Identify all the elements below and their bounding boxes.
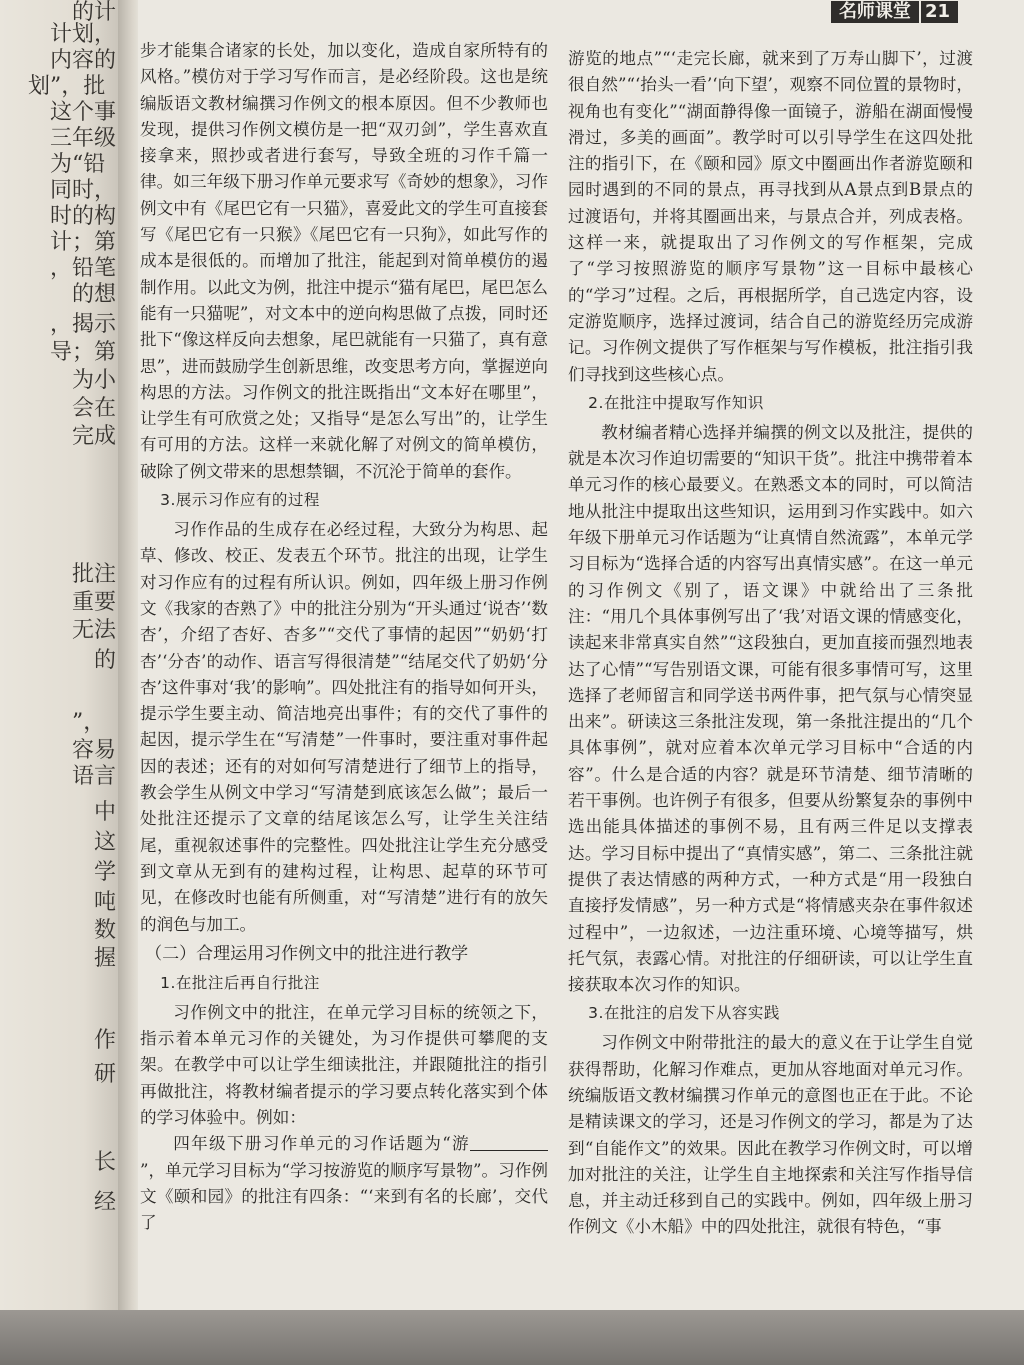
section-heading: 3.在批注的启发下从容实践 [588,1004,780,1023]
facing-page-text-fragment: 容易 [72,738,117,763]
facing-page-text-fragment: ”， [72,710,106,735]
facing-page-text-fragment: 完成 [72,424,117,449]
book-page [138,0,1024,1320]
facing-page-text-fragment: 数 [94,918,117,943]
facing-page-text-fragment: 学 [94,860,117,885]
facing-page-text-fragment: 三年级 [50,126,117,151]
facing-page-text-fragment: 吨 [94,890,117,915]
bottom-shadow [0,1310,1024,1365]
paragraph-text: 四年级下册习作单元的习作话题为“游 [173,1134,470,1154]
facing-page-text-fragment: 会在 [72,396,117,421]
facing-page-edge [0,0,120,1310]
paragraph-text: ”，单元学习目标为“学习按游览的顺序写景物”。习作例文《颐和园》的批注有四条：“‘来到有名的长廊’，交代了 [140,1160,548,1233]
facing-page-text-fragment: 划”，批 [28,74,106,99]
facing-page-text-fragment: ，揭示 [50,312,117,337]
book-gutter [118,0,140,1320]
paragraph: 游览的地点”“‘走完长廊，就来到了万寿山脚下’，过渡很自然”“‘抬头一看’‘向下望’，观察不同位置的景物时，视角也有变化”“湖面静得像一面镜子，游船在湖面慢慢滑过，多美的画面”。教学时可以引导学生在这四处批注的指引下，在《颐和园》原文中圈画出作者游览颐和园时遇到的不同的景点，再寻找到从A景点到B景点的过渡语句，并将其圈画出来，与景点合并，列成表格。这样一来，就提取出了习作例文的写作框架，完成了“学习按照游览的顺序写景物”这一目标中最核心的“学习”过程。之后，再根据所学，自己选定内容，设定游览顺序，选择过渡词，结合自己的游览经历完成游记。习作例文提供了写作框架与写作模板，批注指引我们寻找到这些核心点。 [568,49,973,384]
fill-in-blank [470,1134,548,1151]
paragraph: 步才能集合诸家的长处，加以变化，造成自家所特有的风格。”模仿对于学习写作而言，是必经阶段。这也是统编版语文教材编撰习作例文的根本原因。但不少教师也发现，提供习作例文模仿是一把“双刃剑”，学生喜欢直接拿来，照抄或者进行套写，导致全班的习作千篇一律。如三年级下册习作单元要求写《奇妙的想象》，习作例文中有《尾巴它有一只猫》，喜爱此文的学生可直接套写《尾巴它有一只猴》《尾巴它有一只狗》，如此写作的成本是很低的。而增加了批注，能起到对简单模仿的遏制作用。以此文为例，批注中提示“猫有尾巴，尾巴怎么能有一只猫呢”，对文本中的逆向构思做了点拨，同时还批下“像这样反向去想象，尾巴就能有一只猫了，真有意思”，进而鼓励学生创新思维，改变思考方向，掌握逆向构思的方法。习作例文的批注既指出“文本好在哪里”，让学生有可欣赏之处；又指导“是怎么写出”的，让学生有可用的方法。这样一来就化解了对例文的简单模仿，破除了例文带来的思想禁锢，不沉沦于简单的套作。 [140,41,548,481]
facing-page-text-fragment: 的想 [72,282,117,307]
facing-page-text-fragment: 中 [94,800,117,825]
paragraph: 教材编者精心选择并编撰的例文以及批注，提供的就是本次习作迫切需要的“知识干货”。批注中携带着本单元习作的核心最要义。在熟悉文本的同时，可以简洁地从批注中提取出这些知识，运用到习作实践中。如六年级下册单元习作话题为“让真情自然流露”，本单元学习目标为“选择合适的内容写出真情实感”。在这一单元的习作例文《别了，语文课》中就给出了三条批注：“用几个具体事例写出了‘我’对语文课的情感变化，读起来非常真实自然”“这段独白，更加直接而强烈地表达了心情”“写告别语文课，可能有很多事情可写，这里选择了老师留言和同学送书两件事，把气氛与心情突显出来”。研读这三条批注发现，第一条批注提出的“几个具体事例”，就对应着本次单元学习目标中“合适的内容”。什么是合适的内容？就是环节清楚、细节清晰的若干事例。也许例子有很多，但要从纷繁复杂的事例中选出能具体描述的事例不易，且有两三件足以支撑表达。学习目标中提出了“真情实感”，第二、三条批注就提供了表达情感的两种方式，一种方式是“用一段独白直接抒发情感”，另一种方式是“将情感夹杂在事件叙述过程中”，一边叙述，一边注重环境、心境等描写，烘托气氛，表露心情。对批注的仔细研读，可以让学生直接获取本次习作的知识。 [568,422,973,995]
left-text-column [140,38,548,1236]
right-text-column [568,46,973,1241]
section-heading: 2.在批注中提取写作知识 [588,393,764,412]
facing-page-text-fragment: 批注 [72,562,117,587]
section-heading: 3.展示习作应有的过程 [160,491,320,510]
facing-page-text-fragment: 这 [94,830,117,855]
facing-page-text-fragment: ，铅笔 [50,256,117,281]
facing-page-text-fragment: 长 [94,1150,117,1175]
running-header [728,0,958,24]
facing-page-text-fragment: 作 [94,1028,117,1053]
facing-page-text-fragment: 经 [94,1190,117,1215]
section-heading: 1.在批注后再自行批注 [160,973,320,992]
page-number: 21 [921,1,958,23]
facing-page-text-fragment: 的 [94,648,117,673]
facing-page-text-fragment: 的计 [72,0,117,25]
facing-page-text-fragment: 研 [94,1062,117,1087]
facing-page-text-fragment: 计划， [50,22,117,47]
facing-page-text-fragment: 为“铅 [50,152,106,177]
facing-page-text-fragment: 语言 [72,764,117,789]
paragraph: 习作作品的生成存在必经过程，大致分为构思、起草、修改、校正、发表五个环节。批注的出现，让学生对习作应有的过程有所认识。例如，四年级上册习作例文《我家的杏熟了》中的批注分别为“开头通过‘说杏’‘数杏’，介绍了杏好、杏多”“交代了事情的起因”“奶奶‘打杏’‘分杏’的动作、语言写得很清楚”“结尾交代了奶奶‘分杏’这件事对‘我’的影响”。四处批注有的指导如何开头，提示学生要主动、简洁地亮出事件；有的交代了事件的起因，提示学生在“写清楚”一件事时，要注重对事件起因的表述；还有的对如何写清楚进行了细节上的指导，教会学生从例文中学习“写清楚到底该怎么做”；最后一处批注还提示了文章的结尾该怎么写，让学生关注结尾，重视叙述事件的完整性。四处批注让学生充分感受到文章从无到有的建构过程，让构思、起草的环节可见，在修改时也能有所侧重，对“写清楚”进行有的放矢的润色与加工。 [140,520,548,934]
facing-page-text-fragment: 时的构 [50,204,117,229]
facing-page-text-fragment: 同时， [50,178,117,203]
paragraph: 习作例文中附带批注的最大的意义在于让学生自觉获得帮助，化解习作难点，更加从容地面对单元习作。统编版语文教材编撰习作单元的意图也正在于此。不论是精读课文的学习，还是习作例文的学习，都是为了达到“自能作文”的效果。因此在教学习作例文时，可以增加对批注的关注，让学生自主地探索和关注写作指导信息，并主动迁移到自己的实践中。例如，四年级上册习作例文《小木船》中的四处批注，就很有特色，“事 [568,1033,973,1237]
facing-page-text-fragment: 计；第 [50,230,117,255]
facing-page-text-fragment: 内容的 [50,48,117,73]
section-heading: （二）合理运用习作例文中的批注进行教学 [145,943,469,964]
paragraph [140,1131,548,1236]
facing-page-text-fragment: 握 [94,946,117,971]
facing-page-text-fragment: 导；第 [50,340,117,365]
paragraph: 习作例文中的批注，在单元学习目标的统领之下，指示着本单元习作的关键处，为习作提供可攀爬的支架。在教学中可以让学生细读批注，并跟随批注的指引再做批注，将教材编者提示的学习要点转化落实到个体的学习体验中。例如： [140,1002,548,1127]
facing-page-text-fragment: 无法 [72,618,117,643]
column-title: 名师课堂 [831,1,919,23]
facing-page-text-fragment: 为小 [72,368,117,393]
facing-page-text-fragment: 这个事 [50,100,117,125]
facing-page-text-fragment: 重要 [72,590,117,615]
